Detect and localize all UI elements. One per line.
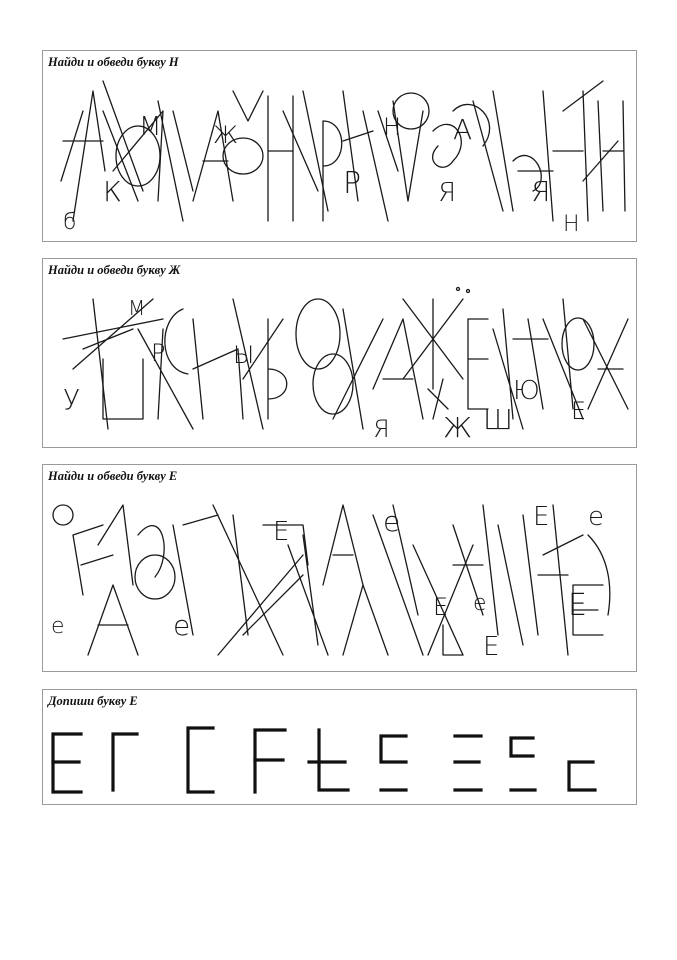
letter-fragment [569,762,595,790]
svg-text:е: е [473,591,487,616]
svg-text:е: е [51,614,65,639]
svg-text:Е: Е [533,502,550,532]
svg-text:б: б [63,210,77,235]
svg-text:М: М [139,112,162,142]
letter-fragment [381,736,406,762]
exercise-title: Найди и обведи букву Н [48,55,179,69]
letter-fragments-drawing[interactable] [43,690,636,804]
exercise-panel-find-n [42,50,637,242]
exercise-title: Найди и обведи букву Е [48,469,178,483]
svg-text:е: е [383,505,401,538]
svg-text:Ж: Ж [443,411,473,444]
svg-text:Я: Я [438,178,457,208]
letter-fragment [319,730,348,790]
letter-jumble-drawing[interactable] [43,465,636,671]
svg-text:е: е [588,502,604,532]
letter-jumble-drawing[interactable] [43,259,636,447]
letter-fragment [511,738,533,756]
svg-text:Р: Р [343,166,362,201]
svg-text:Я: Я [373,415,390,443]
svg-text:Я: Я [531,175,551,208]
svg-text:Н: Н [563,212,580,237]
exercise-panel-find-zh [42,258,637,448]
svg-text:Е: Е [571,397,587,425]
exercise-title: Допиши букву Е [48,694,138,708]
svg-text:М: М [128,296,146,320]
exercise-title: Найди и обведи букву Ж [48,263,181,277]
svg-text:е: е [173,609,191,642]
svg-text:У: У [63,383,81,416]
svg-text:Е: Е [433,593,449,621]
svg-text:Ж: Ж [213,121,238,149]
svg-text:К: К [103,175,122,208]
svg-text:Ю: Ю [513,376,540,406]
letter-fragment [188,728,213,792]
svg-text:Е: Е [483,632,500,662]
exercise-panel-complete-e [42,689,637,805]
svg-text:Н: Н [383,113,402,141]
svg-text:Е: Е [568,588,587,623]
svg-text:Е: Е [273,517,290,547]
exercise-panel-find-e [42,464,637,672]
letter-jumble-drawing[interactable] [43,51,636,241]
svg-text:Ы: Ы [233,341,255,369]
svg-text:Р: Р [151,339,166,367]
svg-text:Ш: Ш [483,403,513,436]
svg-text:А: А [453,113,473,146]
letter-fragment [113,734,137,790]
